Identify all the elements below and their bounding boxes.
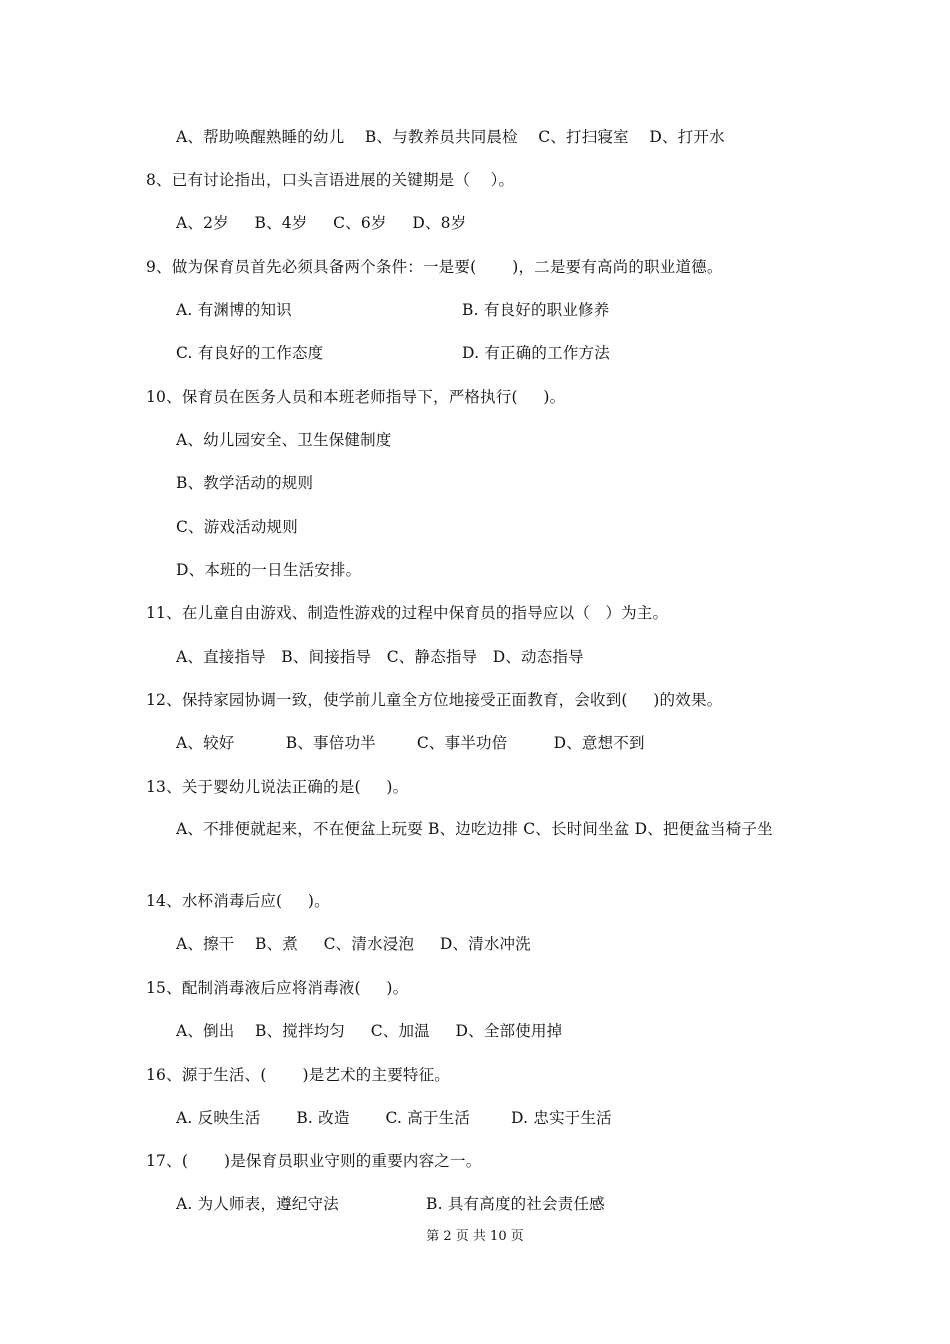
q9-option-b: B. 有良好的职业修养: [462, 301, 610, 319]
q17-option-b: B. 具有高度的社会责任感: [426, 1195, 605, 1213]
q10-option-d: D、本班的一日生活安排。: [176, 561, 362, 579]
q12-options: A、较好 B、事倍功半 C、事半功倍 D、意想不到: [176, 734, 645, 752]
q16-question: 16、源于生活、( )是艺术的主要特征。: [146, 1066, 451, 1084]
q14-question: 14、水杯消毒后应( )。: [146, 892, 330, 910]
q13-options: A、不排便就起来，不在便盆上玩耍 B、边吃边排 C、长时间坐盆 D、把便盆当椅子坐: [176, 820, 773, 838]
q14-options: A、擦干 B、煮 C、清水浸泡 D、清水冲洗: [176, 935, 531, 953]
q17-question: 17、( )是保育员职业守则的重要内容之一。: [146, 1152, 482, 1170]
q10-option-b: B、教学活动的规则: [176, 474, 314, 492]
q7-options: A、帮助唤醒熟睡的幼儿 B、与教养员共同晨检 C、打扫寝室 D、打开水: [176, 128, 725, 146]
q13-question: 13、关于婴幼儿说法正确的是( )。: [146, 778, 409, 796]
q9-option-d: D. 有正确的工作方法: [462, 344, 610, 362]
q15-question: 15、配制消毒液后应将消毒液( )。: [146, 979, 409, 997]
q15-options: A、倒出 B、搅拌均匀 C、加温 D、全部使用掉: [176, 1022, 563, 1040]
q9-option-a: A. 有渊博的知识: [176, 301, 292, 319]
q16-options: A. 反映生活 B. 改造 C. 高于生活 D. 忠实于生活: [176, 1109, 612, 1127]
q10-option-c: C、游戏活动规则: [176, 518, 298, 536]
q17-option-a: A. 为人师表，遵纪守法: [176, 1195, 339, 1213]
q11-question: 11、在儿童自由游戏、制造性游戏的过程中保育员的指导应以（ ）为主。: [146, 604, 669, 622]
q10-option-a: A、幼儿园安全、卫生保健制度: [176, 431, 392, 449]
page-footer: 第 2 页 共 10 页: [426, 1229, 524, 1244]
q8-options: A、2岁 B、4岁 C、6岁 D、8岁: [176, 214, 467, 232]
q9-option-c: C. 有良好的工作态度: [176, 344, 324, 362]
q10-question: 10、保育员在医务人员和本班老师指导下，严格执行( )。: [146, 388, 566, 406]
q12-question: 12、保持家园协调一致，使学前儿童全方位地接受正面教育，会收到( )的效果。: [146, 691, 723, 709]
q8-question: 8、已有讨论指出，口头言语进展的关键期是（ ）。: [146, 171, 515, 189]
q11-options: A、直接指导 B、间接指导 C、静态指导 D、动态指导: [176, 648, 584, 666]
q9-question: 9、做为保育员首先必须具备两个条件：一是要( )，二是要有高尚的职业道德。: [146, 258, 723, 276]
